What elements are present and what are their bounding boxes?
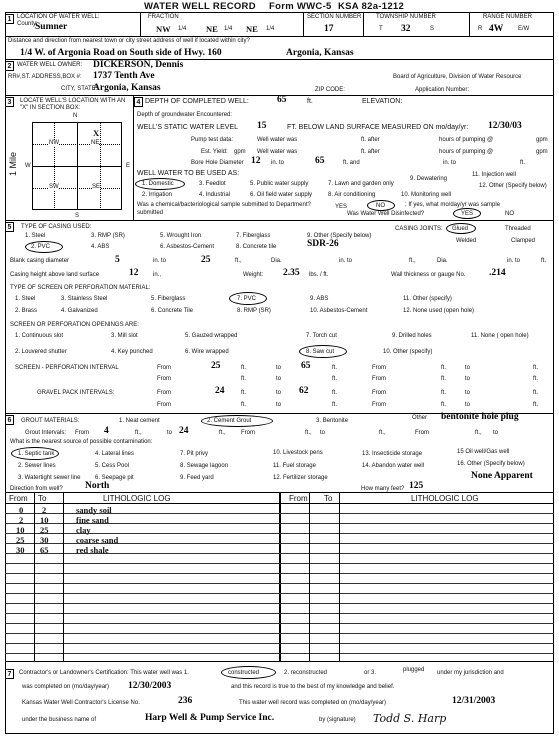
city-value: Argonia, Kansas: [93, 83, 161, 93]
how-many-feet-value: 125: [409, 481, 424, 491]
log-row-line: [5, 643, 554, 644]
form-title: WATER WELL RECORD: [144, 1, 256, 12]
use-domestic: 1. Domestic: [142, 181, 174, 187]
log-row-2-desc: fine sand: [76, 515, 109, 525]
log-row-4-desc: coarse sand: [76, 535, 119, 545]
log-row-2-from: 2: [19, 515, 24, 525]
completed-label: was completed on (mo/day/year): [22, 684, 110, 690]
elevation-label: ELEVATION:: [362, 98, 403, 105]
section-2-number: 2: [5, 61, 14, 71]
wall-thickness-value: .214: [489, 268, 506, 278]
range-label: RANGE NUMBER: [483, 14, 533, 20]
direction-value: North: [85, 481, 110, 491]
joints-glued-circle: [446, 223, 476, 234]
casing-joints-label: CASING JOINTS:: [395, 226, 443, 232]
how-many-feet-label: How many feet?: [361, 486, 405, 492]
log-row-1-to: 2: [42, 505, 47, 515]
range-value: 4W: [489, 24, 504, 34]
log-row-line: [5, 553, 554, 554]
application-label: Application Number:: [415, 87, 470, 93]
static-level-value: 15: [257, 121, 267, 131]
section-1-number: 1: [5, 14, 14, 24]
log-row-line: [5, 623, 554, 624]
contamination-label: What is the nearest source of possible contamination:: [10, 439, 153, 445]
casing-type-label: TYPE OF CASING USED:: [21, 224, 92, 230]
screen-interval-label: SCREEN - PERFORATION INTERVAL: [15, 365, 119, 371]
section-number-value: 17: [324, 24, 334, 34]
cert-constructed-circle: [221, 666, 276, 679]
bore-to-value: 65: [315, 156, 325, 166]
city-label: CITY, STATE:: [61, 86, 98, 92]
section-7-number: 7: [5, 669, 14, 679]
grout-to-value: 24: [179, 426, 189, 436]
log-column-line: [63, 492, 64, 662]
blank-casing-to-value: 25: [201, 255, 211, 265]
casing-height-value: 12: [129, 268, 139, 278]
completed-value: 12/30/2003: [128, 681, 172, 691]
sample-no-circle: [367, 200, 395, 211]
certification-text: Contractor's or Landowner's Certification: This water well was 1.: [19, 670, 189, 676]
form-id: Form WWC-5: [269, 1, 332, 12]
address-value: 1737 Tenth Ave: [93, 71, 155, 81]
log-row-2-to: 10: [40, 515, 49, 525]
log-row-1-from: 0: [19, 505, 24, 515]
township-value: 32: [401, 24, 411, 34]
contam-septic: 1. Septic tank: [18, 451, 55, 457]
gravel-to-value: 62: [299, 386, 309, 396]
openings-saw-cut: 8. Saw cut: [306, 349, 335, 355]
license-label: Kansas Water Well Contractor's License No.: [22, 700, 140, 706]
log-row-line: [5, 613, 554, 614]
owner-value: DICKERSON, Dennis: [93, 60, 184, 70]
log-row-4-to: 30: [40, 535, 49, 545]
grout-from-value: 4: [104, 426, 109, 436]
log-header-left: LITHOLOGIC LOG: [103, 494, 171, 503]
wall-thickness-label: Wall thickness or gauge No.: [391, 272, 466, 278]
distance-label: Distance and direction from nearest town or city street address of well if located within city?: [8, 38, 250, 44]
groundwater-label: Depth of groundwater Encountered:: [137, 112, 233, 118]
gravel-from-value: 24: [215, 386, 225, 396]
owner-label: WATER WELL OWNER:: [17, 62, 83, 68]
joints-glued: Glued: [452, 226, 469, 232]
log-row-line: [5, 593, 554, 594]
screen-to-value: 65: [301, 361, 311, 371]
location-label: LOCATION OF WATER WELL:: [17, 14, 100, 20]
county-label: County:: [17, 21, 38, 27]
bore-diameter-label: Bore Hole Diameter: [191, 160, 244, 166]
log-row-line: [5, 633, 554, 634]
business-label: under the business name of: [22, 717, 97, 723]
grout-other-value: bentonite hole plug: [441, 412, 519, 422]
weight-value: 2.35: [283, 268, 300, 278]
board-label: Board of Agriculture, Division of Water Resource: [393, 74, 522, 80]
log-row-1-desc: sandy soil: [76, 505, 112, 515]
log-row-line: [5, 543, 554, 544]
casing-pvc-circle: [25, 241, 63, 253]
log-row-5-from: 30: [16, 545, 25, 555]
section-4-number: 4: [134, 97, 143, 107]
sample-no: NO: [376, 203, 385, 209]
distance-value: 1/4 W. of Argonia Road on South side of Hwy. 160: [20, 48, 222, 58]
casing-height-label: Casing height above land surface: [10, 272, 100, 278]
log-row-line: [5, 563, 554, 564]
section-number-label: SECTION NUMBER: [307, 14, 362, 20]
screen-from-value: 25: [211, 361, 221, 371]
locate-label: LOCATE WELL'S LOCATION WITH AN "X" IN SECTION BOX:: [20, 98, 126, 111]
gravel-pack-label: GRAVEL PACK INTERVALS:: [37, 390, 115, 396]
blank-casing-label: Blank casing diameter: [10, 258, 70, 264]
log-column-line: [34, 492, 35, 662]
blank-casing-value: 5: [115, 255, 120, 265]
log-row-line: [5, 603, 554, 604]
openings-saw-cut-circle: [299, 345, 347, 358]
grout-intervals-label: Grout Intervals:: [25, 430, 67, 436]
section-3-number: 3: [5, 97, 14, 107]
static-date-value: 12/30/03: [488, 121, 522, 131]
form-statute: KSA 82a-1212: [338, 1, 405, 12]
log-column-line: [309, 492, 310, 662]
screen-material-label: TYPE OF SCREEN OR PERFORATION MATERIAL:: [10, 285, 151, 291]
fraction-label: FRACTION: [148, 14, 179, 20]
business-value: Harp Well & Pump Service Inc.: [145, 713, 275, 723]
static-level-label: WELL'S STATIC WATER LEVEL: [137, 124, 239, 131]
signature: Todd S. Harp: [373, 712, 447, 725]
section-5-number: 5: [5, 222, 14, 232]
log-row-line: [5, 533, 554, 534]
log-row-3-desc: clay: [76, 525, 91, 535]
cert-constructed: constructed: [228, 670, 260, 676]
record-completed-value: 12/31/2003: [452, 696, 496, 706]
fraction-2: NE: [206, 24, 218, 34]
log-row-3-to: 25: [40, 525, 49, 535]
zip-label: ZIP CODE:: [315, 87, 345, 93]
county-value: Sumner: [35, 22, 68, 32]
township-label: TOWNSHIP NUMBER: [376, 14, 436, 20]
disinfected-yes: YES: [461, 211, 474, 217]
contam-septic-circle: [11, 447, 59, 460]
fraction-1: NW: [156, 24, 171, 34]
grout-cement-circle: [201, 415, 273, 427]
log-row-5-desc: red shale: [76, 545, 109, 555]
use-domestic-circle: [135, 178, 185, 190]
fraction-3: NE: [246, 24, 258, 34]
log-row-line: [5, 583, 554, 584]
log-row-line: [5, 573, 554, 574]
grout-cement: 2. Cement Grout: [207, 418, 252, 424]
screen-pvc: 7. PVC: [237, 296, 257, 302]
log-row-4-from: 25: [16, 535, 25, 545]
log-row-line: [5, 653, 554, 654]
casing-other-value: SDR-26: [307, 239, 339, 249]
log-header-right: LITHOLOGIC LOG: [411, 494, 479, 503]
screen-pvc-circle: [229, 292, 267, 305]
openings-label: SCREEN OR PERFORATION OPENINGS ARE:: [10, 322, 139, 328]
log-column-line: [339, 492, 340, 662]
section-6-number: 6: [5, 415, 14, 425]
well-location-mark: X: [93, 128, 100, 138]
mile-label: 1 Mile: [8, 151, 19, 177]
log-row-3-from: 10: [16, 525, 25, 535]
log-row-line: [5, 513, 554, 514]
depth-value: 65: [277, 95, 287, 105]
disinfected-yes-circle: [453, 208, 481, 219]
log-row-5-to: 65: [40, 545, 49, 555]
casing-pvc: 2. PVC: [31, 244, 51, 250]
license-value: 236: [178, 696, 193, 706]
direction-label: Direction from well?: [10, 486, 63, 492]
water-well-record-form: WATER WELL RECORD Form WWC-5 KSA 82a-1212 1 LOCATION OF WATER WELL: County: Sumner FRACTION NW 1/4 NE 1/4 NE 1/4 SECTION NUMBER 17 TOWNSHIP NUMBER T 32 S RANGE NUMBER R 4W E/W Distance and direction from nearest town or city street address of well if located within city? 1/4 W. of Argonia Road on South side of Hwy. 160 Argonia, Kansas 2 WATER WELL OWNER: DICKERSON, Dennis RR#,ST. ADDRESS,BOX #: 1737 Tenth Ave Board of Agriculture, Division of Water Resource CITY, STATE: Argonia, Kansas ZIP CODE: Application Number: 3 LOCATE WELL'S LOCATION WITH AN "X" IN SECTION BOX: N NW NE SW SE X W E S 1 Mile 4 DEPTH OF COMPLETED WELL: 65 ft. ELEVATION: Depth of groundwater Encountered: WELL'S STATIC WATER LEVEL 15 FT. BELOW LAND SURFACE MEASURED ON mo/day/yr: 12/30/03 Pump test data: Well water was ft. after hours of pumping @ gpm Est. Yield: gpm Well water was ft. after hours of pumping @ gpm Bore Hole Diameter 12 in. to 65 ft. and in. to ft. WELL WATER TO BE USED AS: 1. Domestic 3. Feedlot 5. Public water supply 7. Lawn and garden only 9. Dewatering 11. Injection well 2. Irrigation 4. Industrial 6. Oil field water supply 8. Air conditioning 10. Monitoring well 12. Other (Specify below) Was a chemical/bacteriological sample submitted to Department? YES NO ; If yes, what mo/day/yr was sample submitted Was Water Well Disinfected? YES NO 5 TYPE OF CASING USED: 1. Steel 3. RMP (SR) 5. Wrought Iron 7. Fiberglass 9. Other (Specify below) 2. PVC 4. ABS 6. Asbestos-Cement 8. Concrete tile SDR-26 CASING JOINTS: Glued Threaded Welded Clamped Blank casing diameter 5 in. to 25 ft., Dia. in. to ft., Dia. in. to ft. Casing height above land surface 12 in., Weight: 2.35 lbs. / ft. Wall thickness or gauge No. .214 TYPE OF SCREEN OR PERFORATION MATERIAL: 1. Steel 3. Stainless Steel 5. Fiberglass 7. PVC 9. ABS 11. Other (specify) 2. Brass 4. Galvanized 6. Concrete Tile 8. RMP (SR) 10. Asbestos-Cement 12. None used (open hole) SCREEN OR PERFORATION OPENINGS ARE: 1. Continuous slot 3. Mill slot 5. Gauzed wrapped 7. Torch cut 9. Drilled holes 11. None ( open hole) 2. Louvered shutter 4. Key punched 6. Wire wrapped 8. Saw cut 10. Other (specify) SCREEN - PERFORATION INTERVAL From 25 ft. to 65 ft. From ft. to ft. From ft. to ft. From ft. to ft. GRAVEL PACK INTERVALS: From 24 ft. to 62 ft. From ft. to ft. From ft. to ft. From ft. to ft. 6 GROUT MATERIALS: 1. Neat cement 2. Cement Grout 3. Bentonite Other bentonite hole plug Grout Intervals: From 4 ft., to 24 ft., From ft., to ft., From ft., to What is the nearest source of possible contamination: 1. Septic tank 4. Lateral lines 7. Pit privy 10. Livestock pens 13. Insecticide storage 15 Oil well/Gas well 2. Sewer lines 5. Cess Pool 8. Sewage lagoon 11. Fuel storage 14. Abandon water well 16. Other (Specify below) 3. Watertight sewer line 6. Seepage pit 9. Feed yard 12. Fertilizer storage None Apparent Direction from well? North How many feet? 125 From To LITHOLOGIC LOG From To LITHOLOGIC LOG 0 2 sandy soil 2 10 fine sand 10 25 clay 25 30 coarse sand 30 65 red shale 7 Contractor's or Landowner's Certification: This water well was 1. constructed 2. reconstructed or 3. plugged under my jurisdiction and was completed on (mo/day/year) 12/30/2003 and this record is true to the best of my knowledge and belief. Kansas Water Well Contractor's License No. 236 This water well record was completed on (mo/day/year) 12/31/2003 under the business name of Harp Well & Pump Service Inc. by (signature) Todd S. Harp: [5, 0, 554, 735]
log-row-line: [5, 523, 554, 524]
grout-label: GROUT MATERIALS:: [21, 418, 80, 424]
address-label: RR#,ST. ADDRESS,BOX #:: [8, 74, 82, 80]
sample-question: Was a chemical/bacteriological sample submitted to Department?: [137, 202, 311, 208]
disinfected-label: Was Water Well Disinfected?: [347, 211, 425, 217]
bore-diameter-value: 12: [251, 156, 261, 166]
contam-other-value: None Apparent: [471, 471, 533, 481]
water-use-label: WELL WATER TO BE USED AS:: [137, 170, 240, 177]
depth-label: DEPTH OF COMPLETED WELL:: [145, 98, 249, 105]
town-value: Argonia, Kansas: [286, 48, 354, 58]
